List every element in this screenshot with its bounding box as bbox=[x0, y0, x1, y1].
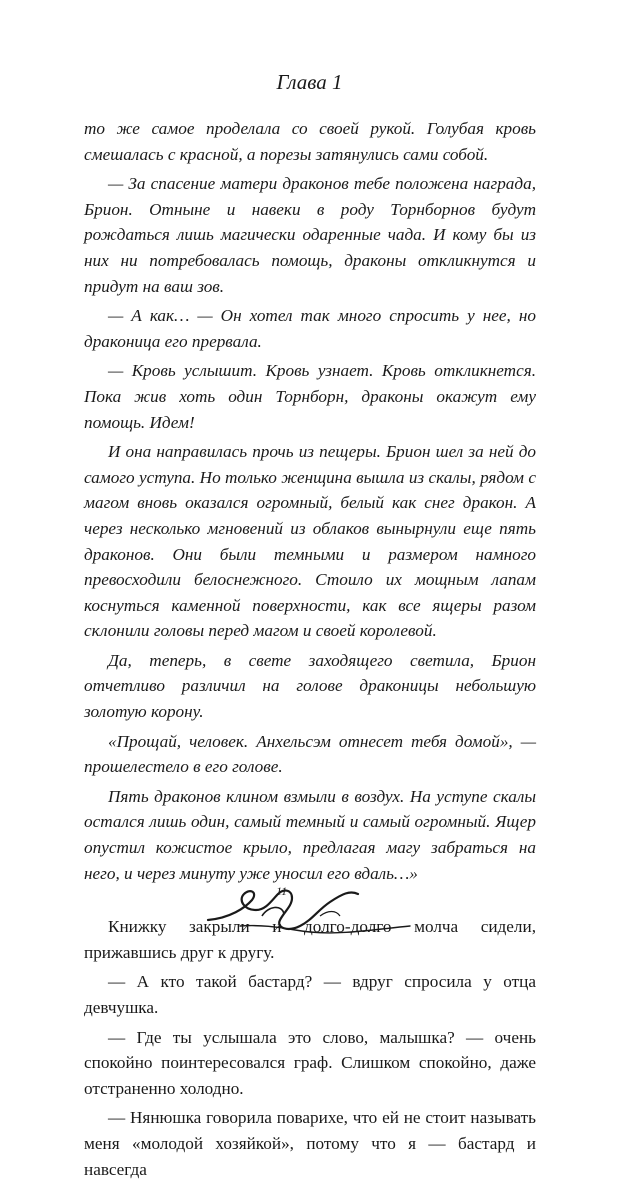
paragraph: — Нянюшка говорила поварихе, что ей не стоит называть меня «молодой хозяйкой», потому что я — бастард и навсегда bbox=[84, 1108, 536, 1179]
italic-section bbox=[84, 116, 536, 886]
page-number: 11 bbox=[276, 884, 288, 898]
paragraph: — Кровь услышит. Кровь узнает. Кровь откликнется. Пока жив хоть один Торнборн, драконы окажут ему помощь. Идем! bbox=[84, 361, 536, 432]
paragraph: Да, теперь, в свете заходящего светила, Брион отчетливо различил на голове драконицы небольшую золотую корону. bbox=[84, 650, 536, 722]
paragraph: И она направилась прочь из пещеры. Брион шел за ней до самого уступа. Но только женщина вышла из скалы, рядом с магом вновь оказался огромный, белый как снег дракон. А через несколько мгновений из облаков вынырнули еще пять драконов. Они были темными и размером намного превосходили белоснежного. Стоило их мощным лапам коснуться каменной поверхности, как все ящеры разом склонили головы перед магом и своей королевой. bbox=[84, 442, 536, 641]
chapter-title: Глава 1 bbox=[276, 70, 343, 94]
paragraph: — Где ты услышала это слово, малышка? — очень спокойно поинтересовался граф. Слишком спокойно, даже отстраненно холодно. bbox=[84, 1027, 536, 1098]
paragraph: Книжку закрыли и долго-долго молча сидели, прижавшись друг к другу. bbox=[84, 917, 536, 962]
paragraph: — А кто такой бастард? — вдруг спросила у отца девчушка. bbox=[84, 972, 536, 1017]
regular-section bbox=[84, 914, 536, 1182]
paragraph: Пять драконов клином взмыли в воздух. На уступе скалы остался лишь один, самый темный и самый огромный. Ящер опустил кожистое крыло, предлагая магу забраться на него, и через минуту уже уносил его вдаль…» bbox=[84, 786, 536, 883]
paragraph: «Прощай, человек. Анхельсэм отнесет тебя домой», — прошелестело в его голове. bbox=[84, 731, 536, 777]
flourish-ornament-icon bbox=[200, 880, 420, 938]
paragraph: — А как… — Он хотел так много спросить у нее, но драконица его прервала. bbox=[84, 306, 536, 351]
paragraph: то же самое проделала со своей рукой. Голубая кровь смешалась с красной, а порезы затянулись сами собой. bbox=[84, 119, 536, 164]
page-body bbox=[84, 116, 536, 1186]
paragraph: — За спасение матери драконов тебе положена награда, Брион. Отныне и навеки в роду Торнборнов будут рождаться лишь магически одаренные чада. И кому бы из них ни потребовалась помощь, драконы откликнутся и придут на ваш зов. bbox=[84, 174, 536, 296]
